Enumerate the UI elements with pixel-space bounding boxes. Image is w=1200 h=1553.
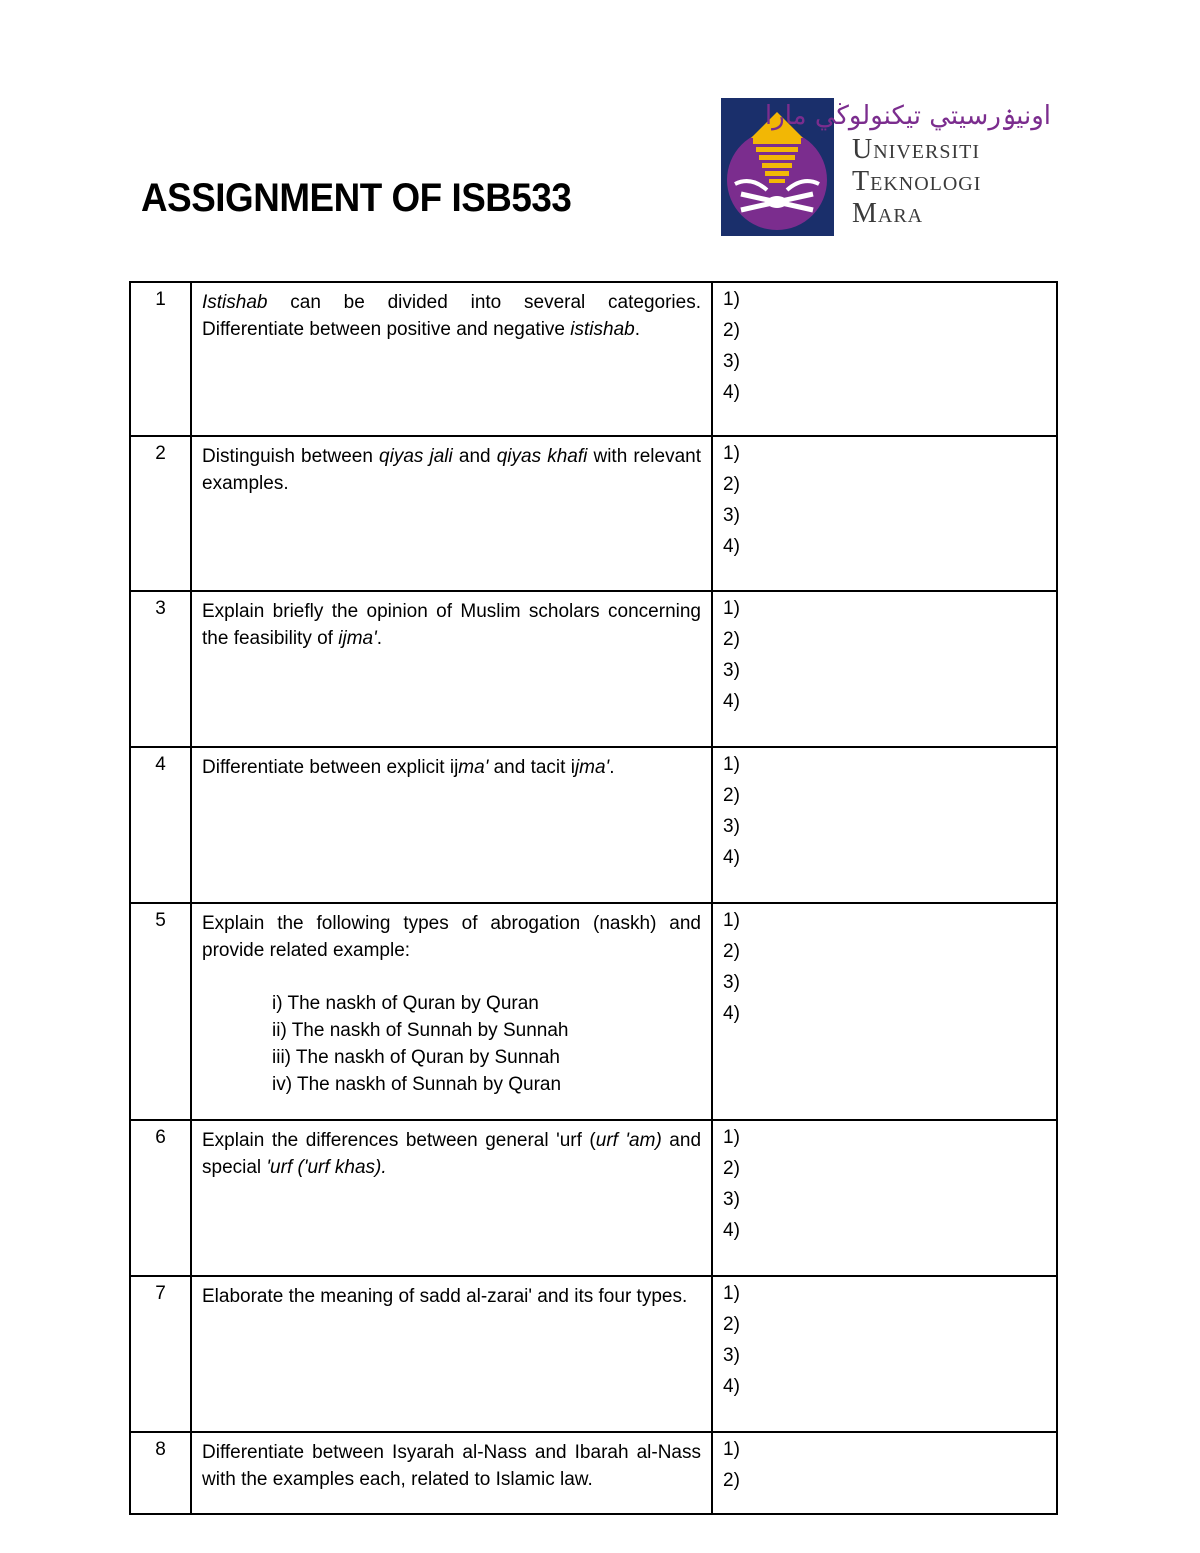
answer-line-label: 1) xyxy=(723,754,740,775)
answer-line-label: 4) xyxy=(723,1376,740,1397)
question-row xyxy=(130,1120,1057,1276)
question-text-segment: . xyxy=(634,319,640,340)
question-text-segment: Explain briefly the opinion of Muslim scholars concerning the feasibility of xyxy=(202,601,701,649)
document-title: ASSIGNMENT OF ISB533 xyxy=(141,176,572,220)
answer-line-label: 3) xyxy=(723,505,740,526)
abrogation-type-list xyxy=(272,990,701,1098)
question-number: 2 xyxy=(130,436,191,591)
answer-cell[interactable] xyxy=(712,903,1057,1120)
logo-line-2: Teknologi xyxy=(852,166,982,197)
abrogation-type-item: i) The naskh of Quran by Quran xyxy=(272,993,539,1014)
question-number: 5 xyxy=(130,903,191,1120)
question-term-italic: ma' xyxy=(458,757,489,778)
questions-table xyxy=(129,281,1058,1515)
answer-line-label: 4) xyxy=(723,536,740,557)
question-row xyxy=(130,591,1057,747)
question-text xyxy=(202,1127,701,1181)
answer-line-label: 1) xyxy=(723,289,740,310)
answer-line-label: 2) xyxy=(723,320,740,341)
question-text xyxy=(202,910,701,964)
answer-line-label: 1) xyxy=(723,1439,740,1460)
question-text-segment: Elaborate the meaning of sadd al-zarai' and its four types. xyxy=(202,1286,688,1307)
answer-cell[interactable] xyxy=(712,1120,1057,1276)
question-term-italic: ijma' xyxy=(338,628,377,649)
question-number: 6 xyxy=(130,1120,191,1276)
answer-cell[interactable] xyxy=(712,282,1057,436)
question-text-segment: . xyxy=(609,757,615,778)
answer-line-label: 2) xyxy=(723,941,740,962)
answer-line-label: 1) xyxy=(723,443,740,464)
question-text-cell xyxy=(191,591,712,747)
question-number: 3 xyxy=(130,591,191,747)
answer-line-label: 4) xyxy=(723,847,740,868)
question-text xyxy=(202,443,701,497)
question-text xyxy=(202,754,701,781)
answer-cell[interactable] xyxy=(712,436,1057,591)
logo-line-1: Universiti xyxy=(852,134,980,165)
answer-line-label: 3) xyxy=(723,1345,740,1366)
question-text-cell xyxy=(191,903,712,1120)
question-text-segment: can be divided into several categories. Differentiate between positive and negative xyxy=(202,292,701,340)
answer-line-label: 1) xyxy=(723,1283,740,1304)
question-text-segment: Explain the differences between general 'urf ( xyxy=(202,1130,596,1151)
question-text-segment: and xyxy=(452,446,497,467)
question-row xyxy=(130,1432,1057,1514)
question-text-cell xyxy=(191,282,712,436)
answer-line-label: 3) xyxy=(723,351,740,372)
answer-line-label: 2) xyxy=(723,1470,740,1491)
answer-line-label: 3) xyxy=(723,816,740,837)
question-text xyxy=(202,1283,701,1310)
question-row xyxy=(130,747,1057,903)
question-number: 7 xyxy=(130,1276,191,1432)
answer-cell[interactable] xyxy=(712,1432,1057,1514)
answer-line-label: 1) xyxy=(723,598,740,619)
abrogation-type-item: iv) The naskh of Sunnah by Quran xyxy=(272,1074,562,1095)
answer-line-label: 4) xyxy=(723,691,740,712)
answer-line-label: 3) xyxy=(723,1189,740,1210)
logo-arabic-text: اونيۏرسيتي تيكنولوڬي مارا xyxy=(764,101,1051,131)
answer-line-label: 2) xyxy=(723,1158,740,1179)
logo-wordmark xyxy=(852,134,1062,230)
answer-line-label: 3) xyxy=(723,660,740,681)
question-text-cell xyxy=(191,1276,712,1432)
question-term-italic: 'urf ('urf khas). xyxy=(266,1157,387,1178)
question-row xyxy=(130,282,1057,436)
question-text-segment: . xyxy=(376,628,382,649)
question-text xyxy=(202,289,701,343)
question-text-cell xyxy=(191,436,712,591)
question-number: 4 xyxy=(130,747,191,903)
answer-line-label: 2) xyxy=(723,629,740,650)
answer-line-label: 1) xyxy=(723,910,740,931)
answer-line-label: 1) xyxy=(723,1127,740,1148)
question-text-segment: Differentiate between explicit ij xyxy=(202,757,459,778)
uitm-logo xyxy=(721,98,1057,238)
answer-line-label: 4) xyxy=(723,1220,740,1241)
question-text-segment: and special xyxy=(202,1130,702,1178)
question-term-italic: urf 'am) xyxy=(595,1130,662,1151)
question-text-segment: and tacit i xyxy=(488,757,575,778)
question-row xyxy=(130,903,1057,1120)
question-text-cell xyxy=(191,1432,712,1514)
answer-line-label: 4) xyxy=(723,382,740,403)
question-text xyxy=(202,1439,701,1493)
answer-cell[interactable] xyxy=(712,747,1057,903)
question-term-italic: istishab xyxy=(570,319,635,340)
question-number: 1 xyxy=(130,282,191,436)
question-text-cell xyxy=(191,747,712,903)
answer-cell[interactable] xyxy=(712,591,1057,747)
question-text-cell xyxy=(191,1120,712,1276)
answer-line-label: 2) xyxy=(723,1314,740,1335)
question-text-segment: Explain the following types of abrogation (naskh) and provide related example: xyxy=(202,913,701,961)
question-text-segment: Distinguish between xyxy=(202,446,380,467)
question-term-italic: jma' xyxy=(574,757,610,778)
question-text-segment: Differentiate between Isyarah al-Nass and Ibarah al-Nass with the examples each, related to Islamic law. xyxy=(202,1442,701,1490)
question-row xyxy=(130,436,1057,591)
answer-line-label: 2) xyxy=(723,785,740,806)
answer-line-label: 2) xyxy=(723,474,740,495)
answer-cell[interactable] xyxy=(712,1276,1057,1432)
question-term-italic: Istishab xyxy=(202,292,268,313)
question-text-segment: with relevant examples. xyxy=(202,446,701,494)
answer-line-label: 4) xyxy=(723,1003,740,1024)
question-term-italic: qiyas khafi xyxy=(496,446,588,467)
answer-line-label: 3) xyxy=(723,972,740,993)
question-term-italic: qiyas jali xyxy=(379,446,453,467)
question-row xyxy=(130,1276,1057,1432)
logo-line-3: Mara xyxy=(852,198,924,229)
abrogation-type-item: iii) The naskh of Quran by Sunnah xyxy=(272,1047,560,1068)
question-number: 8 xyxy=(130,1432,191,1514)
abrogation-type-item: ii) The naskh of Sunnah by Sunnah xyxy=(272,1020,569,1041)
question-text xyxy=(202,598,701,652)
